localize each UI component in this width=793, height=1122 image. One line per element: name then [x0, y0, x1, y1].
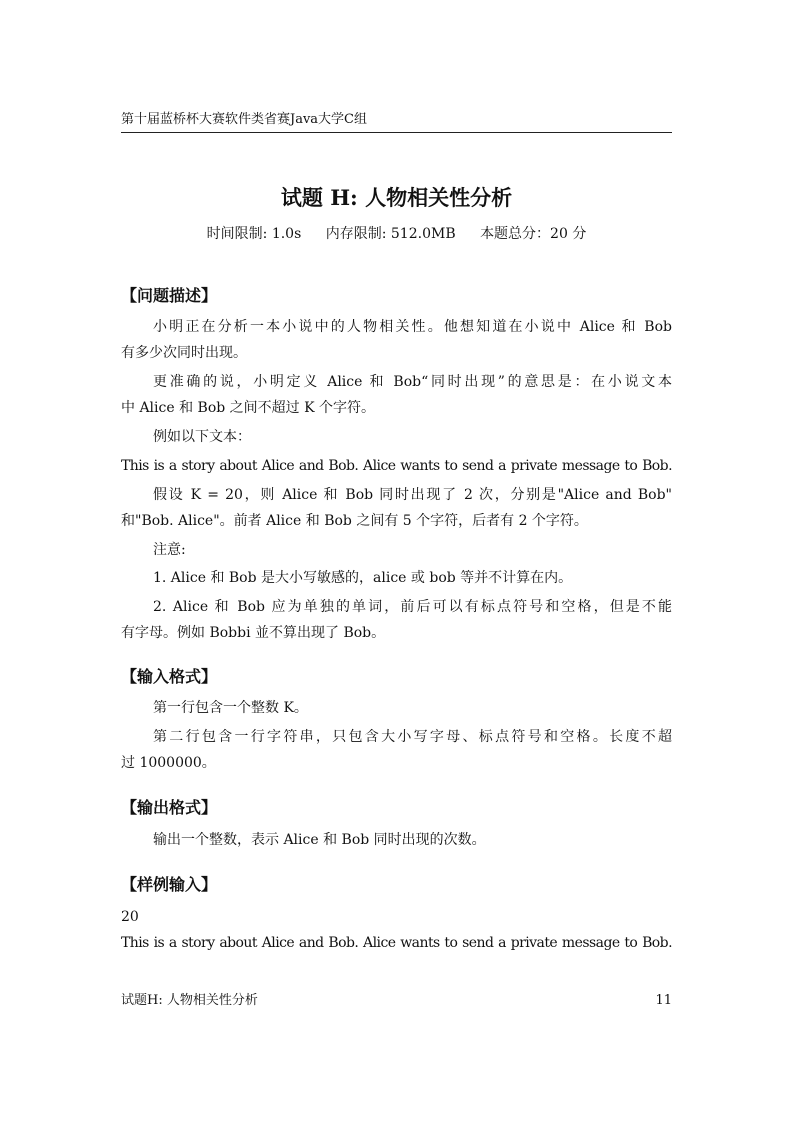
- limits-line: [0, 224, 793, 244]
- header-rule: [121, 132, 672, 133]
- description-line: 例如以下文本：: [153, 429, 251, 445]
- total-score: 本题总分：20 分: [480, 226, 587, 242]
- memory-limit: 内存限制: 512.0MB: [325, 226, 456, 242]
- description-line: 小明正在分析一本小说中的人物相关性。他想知道在小说中 Alice 和 Bob: [153, 319, 672, 335]
- section-heading-sample-input: 【样例输入】: [121, 875, 218, 894]
- description-line: 2. Alice 和 Bob 应为单独的单词，前后可以有标点符号和空格，但是不能: [153, 599, 672, 615]
- problem-title: [0, 181, 793, 215]
- input-line: 第二行包含一行字符串，只包含大小写字母、标点符号和空格。长度不超: [153, 729, 672, 745]
- title-name: 人物相关性分析: [357, 186, 513, 210]
- title-prefix: 试题: [280, 186, 331, 210]
- description-line: 中 Alice 和 Bob 之间不超过 K 个字符。: [121, 400, 376, 416]
- description-line: 有字母。例如 Bobbi 並不算出现了 Bob。: [121, 625, 386, 641]
- description-line: 更准确的说，小明定义 Alice 和 Bob“同时出现”的意思是：在小说文本: [153, 374, 672, 390]
- output-line: 输出一个整数，表示 Alice 和 Bob 同时出现的次数。: [153, 832, 486, 848]
- input-line: 第一行包含一个整数 K。: [153, 700, 308, 716]
- description-line: 和"Bob. Alice"。前者 Alice 和 Bob 之间有 5 个字符，后者有 2 个字符。: [121, 513, 588, 529]
- section-heading-input: 【输入格式】: [121, 667, 218, 686]
- section-heading-output: 【输出格式】: [121, 798, 218, 817]
- description-line: 假设 K = 20，则 Alice 和 Bob 同时出现了 2 次，分别是"Alice and Bob": [153, 487, 672, 503]
- input-line: 过 1000000。: [121, 755, 216, 771]
- section-heading-description: 【问题描述】: [121, 286, 218, 305]
- page-number: 11: [655, 993, 672, 1008]
- sample-input-line: 20: [121, 909, 139, 925]
- title-letter: H:: [330, 185, 358, 210]
- running-header: 第十届蓝桥杯大赛软件类省赛Java大学C组: [121, 112, 368, 127]
- time-limit: 时间限制: 1.0s: [206, 226, 302, 242]
- footer-title: 试题H: 人物相关性分析: [121, 993, 258, 1008]
- sample-input-line: This is a story about Alice and Bob. Alice wants to send a private message to Bob.: [121, 935, 672, 951]
- description-line: 有多少次同时出现。: [121, 345, 247, 361]
- example-text-line: This is a story about Alice and Bob. Alice wants to send a private message to Bob.: [121, 458, 672, 474]
- description-line: 1. Alice 和 Bob 是大小写敏感的，alice 或 bob 等并不计算在内。: [153, 570, 573, 586]
- description-line: 注意:: [153, 542, 186, 558]
